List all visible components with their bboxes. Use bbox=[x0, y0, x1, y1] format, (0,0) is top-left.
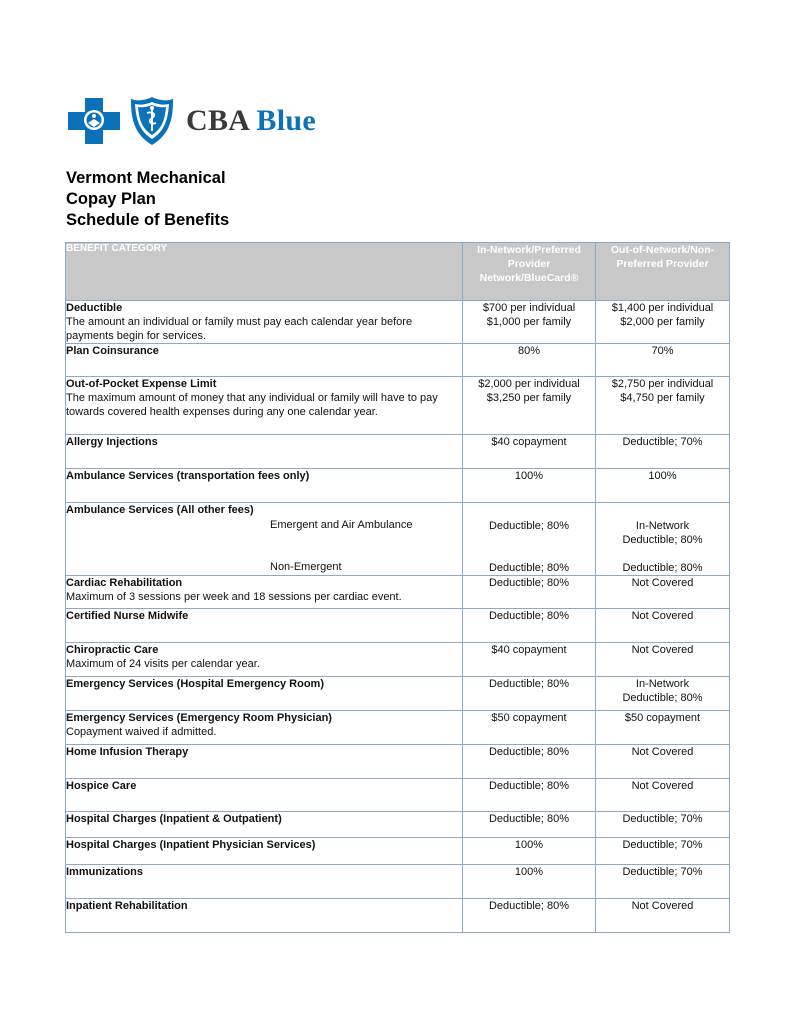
document-title bbox=[66, 168, 229, 231]
benefit-cell bbox=[66, 609, 463, 643]
benefit-cell bbox=[66, 576, 463, 609]
benefit-cell bbox=[66, 838, 463, 865]
benefits-table bbox=[65, 242, 730, 933]
in-network-value: $40 copayment bbox=[463, 435, 596, 469]
blue-shield-icon bbox=[128, 95, 176, 147]
value-line: $700 per individual bbox=[482, 302, 576, 314]
brand-name-part1: CBA bbox=[186, 104, 249, 137]
brand-name bbox=[186, 104, 316, 138]
table-row bbox=[66, 812, 730, 838]
in-network-value: Deductible; 80% bbox=[463, 899, 596, 933]
table-row bbox=[66, 865, 730, 899]
title-line-3: Schedule of Benefits bbox=[66, 211, 230, 229]
table-row bbox=[66, 838, 730, 865]
value-line: $3,250 per family bbox=[486, 392, 572, 404]
benefit-title: Allergy Injections bbox=[66, 436, 158, 448]
cba-blue-logo bbox=[66, 96, 316, 146]
out-network-value bbox=[596, 301, 730, 344]
table-row bbox=[66, 377, 730, 435]
out-network-value bbox=[596, 377, 730, 435]
in-network-value: Deductible; 80% bbox=[463, 779, 596, 812]
out-network-value: Deductible; 70% bbox=[596, 435, 730, 469]
benefit-title: Emergency Services (Hospital Emergency Room) bbox=[66, 678, 324, 690]
benefit-cell bbox=[66, 643, 463, 677]
sub-label-emergent: Emergent and Air Ambulance bbox=[270, 519, 413, 531]
in-network-value: $50 copayment bbox=[463, 711, 596, 745]
in-network-value bbox=[463, 377, 596, 435]
header-out-network: Out-of-Network/Non-Preferred Provider bbox=[596, 243, 730, 301]
in-network-value: 80% bbox=[463, 344, 596, 377]
benefit-cell bbox=[66, 677, 463, 711]
value-line: Deductible; 80% bbox=[622, 692, 703, 704]
benefit-cell bbox=[66, 779, 463, 812]
value-line: In-Network Deductible; 80% bbox=[622, 520, 703, 546]
benefit-title: Immunizations bbox=[66, 866, 144, 878]
table-row bbox=[66, 779, 730, 812]
table-row bbox=[66, 711, 730, 745]
out-network-value: Not Covered bbox=[596, 609, 730, 643]
benefit-title: Certified Nurse Midwife bbox=[66, 610, 189, 622]
out-network-value: Deductible; 70% bbox=[596, 812, 730, 838]
benefit-description: The amount an individual or family must pay each calendar year before payments begin for services. bbox=[66, 316, 413, 342]
benefit-title: Emergency Services (Emergency Room Physician) bbox=[66, 712, 332, 724]
sub-label-non-emergent: Non-Emergent bbox=[270, 561, 342, 573]
blue-cross-icon bbox=[66, 96, 122, 146]
in-network-value: 100% bbox=[463, 838, 596, 865]
value-line: Deductible; 80% bbox=[488, 520, 570, 532]
title-line-1: Vermont Mechanical bbox=[66, 169, 226, 187]
benefit-cell bbox=[66, 745, 463, 779]
table-row bbox=[66, 301, 730, 344]
table-row bbox=[66, 503, 730, 576]
benefit-description: Maximum of 24 visits per calendar year. bbox=[66, 658, 260, 670]
in-network-value: Deductible; 80% bbox=[463, 576, 596, 609]
table-row bbox=[66, 576, 730, 609]
benefit-cell bbox=[66, 435, 463, 469]
benefit-cell bbox=[66, 503, 463, 576]
in-network-value: Deductible; 80% bbox=[463, 677, 596, 711]
header-in-network: In-Network/Preferred Provider Network/BlueCard® bbox=[463, 243, 596, 301]
out-network-value: $50 copayment bbox=[596, 711, 730, 745]
out-network-value: Not Covered bbox=[596, 745, 730, 779]
benefit-title: Cardiac Rehabilitation bbox=[66, 577, 183, 589]
value-line: $2,000 per family bbox=[620, 316, 705, 328]
benefit-cell bbox=[66, 711, 463, 745]
benefit-title: Plan Coinsurance bbox=[66, 345, 159, 357]
out-network-value: Not Covered bbox=[596, 643, 730, 677]
benefit-cell bbox=[66, 301, 463, 344]
table-row bbox=[66, 643, 730, 677]
benefit-description: The maximum amount of money that any individual or family will have to pay towards covered health expenses during any one calendar year. bbox=[66, 392, 438, 418]
benefit-title: Deductible bbox=[66, 302, 123, 314]
value-line: Deductible; 80% bbox=[488, 562, 570, 574]
header-benefit-category: BENEFIT CATEGORY bbox=[66, 243, 463, 301]
title-line-2: Copay Plan bbox=[66, 190, 156, 208]
benefit-cell bbox=[66, 377, 463, 435]
benefit-title: Ambulance Services (All other fees) bbox=[66, 504, 254, 516]
table-row bbox=[66, 344, 730, 377]
value-line: $4,750 per family bbox=[620, 392, 705, 404]
value-line: $2,750 per individual bbox=[611, 378, 714, 390]
in-network-value: Deductible; 80% bbox=[463, 812, 596, 838]
out-network-value: Not Covered bbox=[596, 779, 730, 812]
value-line: $1,400 per individual bbox=[611, 302, 714, 314]
benefit-title: Home Infusion Therapy bbox=[66, 746, 189, 758]
benefit-title: Hospice Care bbox=[66, 780, 137, 792]
benefit-title: Hospital Charges (Inpatient Physician Services) bbox=[66, 839, 316, 851]
in-network-value: 100% bbox=[463, 469, 596, 503]
out-network-value: Deductible; 70% bbox=[596, 865, 730, 899]
table-row bbox=[66, 469, 730, 503]
in-network-value: Deductible; 80% bbox=[463, 745, 596, 779]
out-network-value: 70% bbox=[596, 344, 730, 377]
benefit-cell bbox=[66, 344, 463, 377]
table-row bbox=[66, 609, 730, 643]
value-line: Deductible; 80% bbox=[622, 562, 703, 574]
benefit-cell bbox=[66, 865, 463, 899]
benefit-description: Copayment waived if admitted. bbox=[66, 726, 217, 738]
table-header-row bbox=[66, 243, 730, 301]
out-network-value: Not Covered bbox=[596, 899, 730, 933]
table-row bbox=[66, 677, 730, 711]
value-line: $1,000 per family bbox=[486, 316, 572, 328]
benefit-title: Ambulance Services (transportation fees only) bbox=[66, 470, 310, 482]
out-network-value: Deductible; 70% bbox=[596, 838, 730, 865]
in-network-value bbox=[463, 503, 596, 576]
out-network-value: 100% bbox=[596, 469, 730, 503]
value-line: In-Network bbox=[635, 678, 690, 690]
value-line: $2,000 per individual bbox=[478, 378, 580, 390]
table-row bbox=[66, 745, 730, 779]
benefit-cell bbox=[66, 899, 463, 933]
table-row bbox=[66, 899, 730, 933]
out-network-value bbox=[596, 677, 730, 711]
out-network-value: Not Covered bbox=[596, 576, 730, 609]
benefit-title: Hospital Charges (Inpatient & Outpatient) bbox=[66, 813, 282, 825]
benefit-title: Out-of-Pocket Expense Limit bbox=[66, 378, 217, 390]
in-network-value: $40 copayment bbox=[463, 643, 596, 677]
benefit-cell bbox=[66, 469, 463, 503]
table-row bbox=[66, 435, 730, 469]
in-network-value bbox=[463, 301, 596, 344]
benefit-cell bbox=[66, 812, 463, 838]
in-network-value: 100% bbox=[463, 865, 596, 899]
benefit-title: Inpatient Rehabilitation bbox=[66, 900, 188, 912]
benefit-title: Chiropractic Care bbox=[66, 644, 159, 656]
in-network-value: Deductible; 80% bbox=[463, 609, 596, 643]
brand-name-part2: Blue bbox=[256, 104, 316, 137]
out-network-value bbox=[596, 503, 730, 576]
benefit-description: Maximum of 3 sessions per week and 18 sessions per cardiac event. bbox=[66, 591, 402, 603]
